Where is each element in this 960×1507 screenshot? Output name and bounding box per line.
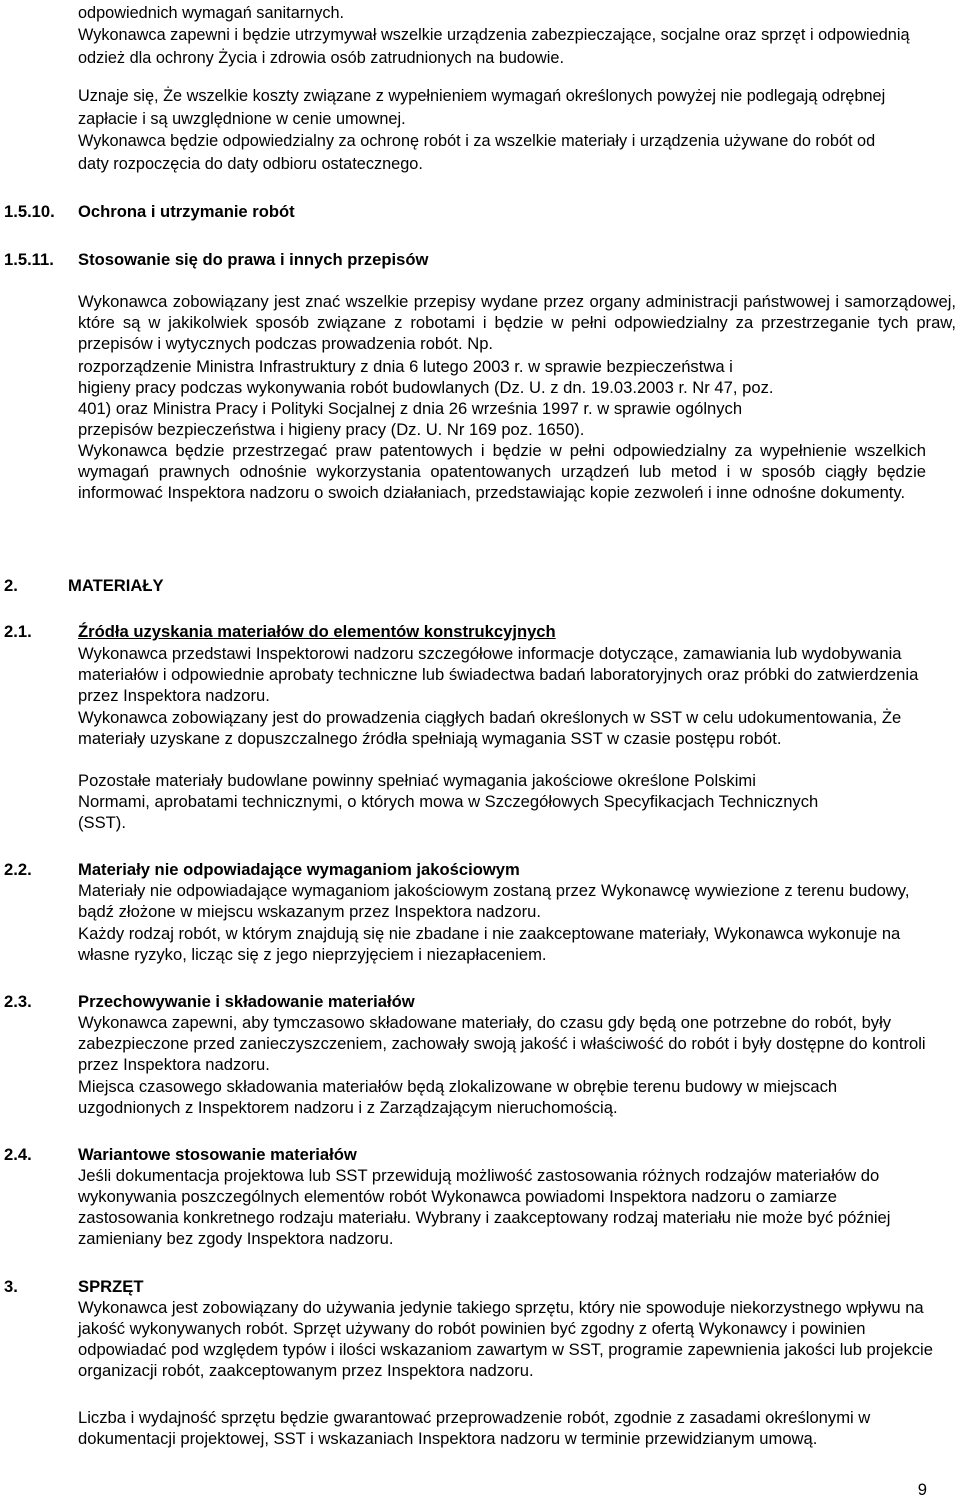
paragraph: 401) oraz Ministra Pracy i Polityki Socjalnej z dnia 26 września 1997 r. w sprawie ogólnych [78, 399, 743, 418]
paragraph: Wykonawca będzie przestrzegać praw patentowych i będzie w pełni odpowiedzialny za wypełnienie wszelkich wymagań prawnych odnośnie wykorzystania opatentowanych urządzeń lub metod i w sposób ciągły będzie informować Inspektora nadzoru o swoich działaniach, przedstawiając kopie zezwoleń i inne odnośne dokumenty. [78, 441, 926, 503]
paragraph: Wykonawca zobowiązany jest znać wszelkie przepisy wydane przez organy administracji państwowej i samorządowej, które są w jakikolwiek sposób związane z robotami i będzie w pełni odpowiedzialny za przestrzeganie tych praw, przepisów i wytycznych podczas prowadzenia robót. Np. [78, 292, 956, 354]
section-number: 1.5.10. [4, 202, 55, 221]
paragraph: Wykonawca zapewni i będzie utrzymywał wszelkie urządzenia zabezpieczające, socjalne oraz sprzęt i odpowiednią odzież dla ochrony Życia i zdrowia osób zatrudnionych na budowie. [78, 26, 910, 67]
section-heading: Stosowanie się do prawa i innych przepisów [78, 250, 429, 269]
paragraph: Uznaje się, Że wszelkie koszty związane z wypełnieniem wymagań określonych powyżej nie podlegają odrębnej zapłacie i są uwzględnione w cenie umownej. [78, 87, 886, 128]
section-number: 3. [4, 1277, 18, 1296]
section-number: 1.5.11. [4, 250, 54, 269]
paragraph: Jeśli dokumentacja projektowa lub SST przewidują możliwość zastosowania różnych rodzajów materiałów do wykonywania poszczególnych elementów robót Wykonawca powiadomi Inspektora nadzoru o zamiarze zastosowania konkretnego rodzaju materiału. Wybrany i zaakceptowany rodzaj materiału nie może być później zamieniany bez zgody Inspektora nadzoru. [78, 1166, 891, 1249]
section-heading: MATERIAŁY [68, 576, 164, 595]
paragraph: rozporządzenie Ministra Infrastruktury z dnia 6 lutego 2003 r. w sprawie bezpieczeństwa i [78, 357, 733, 376]
paragraph: Każdy rodzaj robót, w którym znajdują się nie zbadane i nie zaakceptowane materiały, Wykonawca wykonuje na własne ryzyko, licząc się z jego nieprzyjęciem i niezapłaceniem. [78, 924, 901, 965]
section-number: 2.4. [4, 1145, 32, 1164]
paragraph: przepisów bezpieczeństwa i higieny pracy (Dz. U. Nr 169 poz. 1650). [78, 420, 585, 439]
section-heading: Przechowywanie i składowanie materiałów [78, 992, 415, 1011]
section-number: 2.3. [4, 992, 32, 1011]
paragraph: Miejsca czasowego składowania materiałów będą zlokalizowane w obrębie terenu budowy w miejscach uzgodnionych z Inspektorem nadzoru i z Zarządzającym nieruchomością. [78, 1077, 838, 1118]
section-heading: Ochrona i utrzymanie robót [78, 202, 295, 221]
paragraph: Wykonawca jest zobowiązany do używania jedynie takiego sprzętu, który nie spowoduje niekorzystnego wpływu na jakość wykonywanych robót. Sprzęt używany do robót powinien być zgodny z ofertą Wykonawcy i powinien odpowiadać pod względem typów i ilości wskazaniom zawartym w SST, programie zapewnienia jakości lub projekcie organizacji robót, zaakceptowanym przez Inspektora nadzoru. [78, 1298, 933, 1381]
page-number: 9 [917, 1480, 927, 1499]
paragraph: higieny pracy podczas wykonywania robót budowlanych (Dz. U. z dn. 19.03.2003 r. Nr 47, poz. [78, 378, 774, 397]
paragraph: Wykonawca zobowiązany jest do prowadzenia ciągłych badań określonych w SST w celu udokumentowania, Że materiały uzyskane z dopuszczalnego źródła spełniają wymagania SST w czasie postępu robót. [78, 708, 902, 749]
paragraph: Pozostałe materiały budowlane powinny spełniać wymagania jakościowe określone Polskimi Normami, aprobatami technicznymi, o których mowa w Szczegółowych Specyfikacjach Technicznych (SST). [78, 771, 819, 833]
section-number: 2. [4, 576, 18, 595]
paragraph: Materiały nie odpowiadające wymaganiom jakościowym zostaną przez Wykonawcę wywiezione z terenu budowy, bądź złożone w miejscu wskazanym przez Inspektora nadzoru. [78, 881, 910, 922]
paragraph: Liczba i wydajność sprzętu będzie gwarantować przeprowadzenie robót, zgodnie z zasadami określonymi w dokumentacji projektowej, SST i wskazaniach Inspektora nadzoru w terminie przewidzianym umową. [78, 1408, 871, 1449]
section-number: 2.2. [4, 860, 32, 879]
section-heading: Źródła uzyskania materiałów do elementów konstrukcyjnych [78, 622, 556, 641]
paragraph: Wykonawca przedstawi Inspektorowi nadzoru szczegółowe informacje dotyczące, zamawiania lub wydobywania materiałów i odpowiednie aprobaty techniczne lub świadectwa badań laboratoryjnych oraz próbki do zatwierdzenia przez Inspektora nadzoru. [78, 644, 919, 706]
section-number: 2.1. [4, 622, 32, 641]
paragraph: odpowiednich wymagań sanitarnych. [78, 4, 345, 22]
section-heading: Materiały nie odpowiadające wymaganiom jakościowym [78, 860, 520, 879]
paragraph: Wykonawca zapewni, aby tymczasowo składowane materiały, do czasu gdy będą one potrzebne do robót, były zabezpieczone przed zanieczyszczeniem, zachowały swoją jakość i właściwość do robót i były dostępne do kontroli przez Inspektora nadzoru. [78, 1013, 926, 1075]
section-heading: SPRZĘT [78, 1277, 144, 1296]
section-heading: Wariantowe stosowanie materiałów [78, 1145, 357, 1164]
paragraph: Wykonawca będzie odpowiedzialny za ochronę robót i za wszelkie materiały i urządzenia używane do robót od daty rozpoczęcia do daty odbioru ostatecznego. [78, 132, 876, 173]
